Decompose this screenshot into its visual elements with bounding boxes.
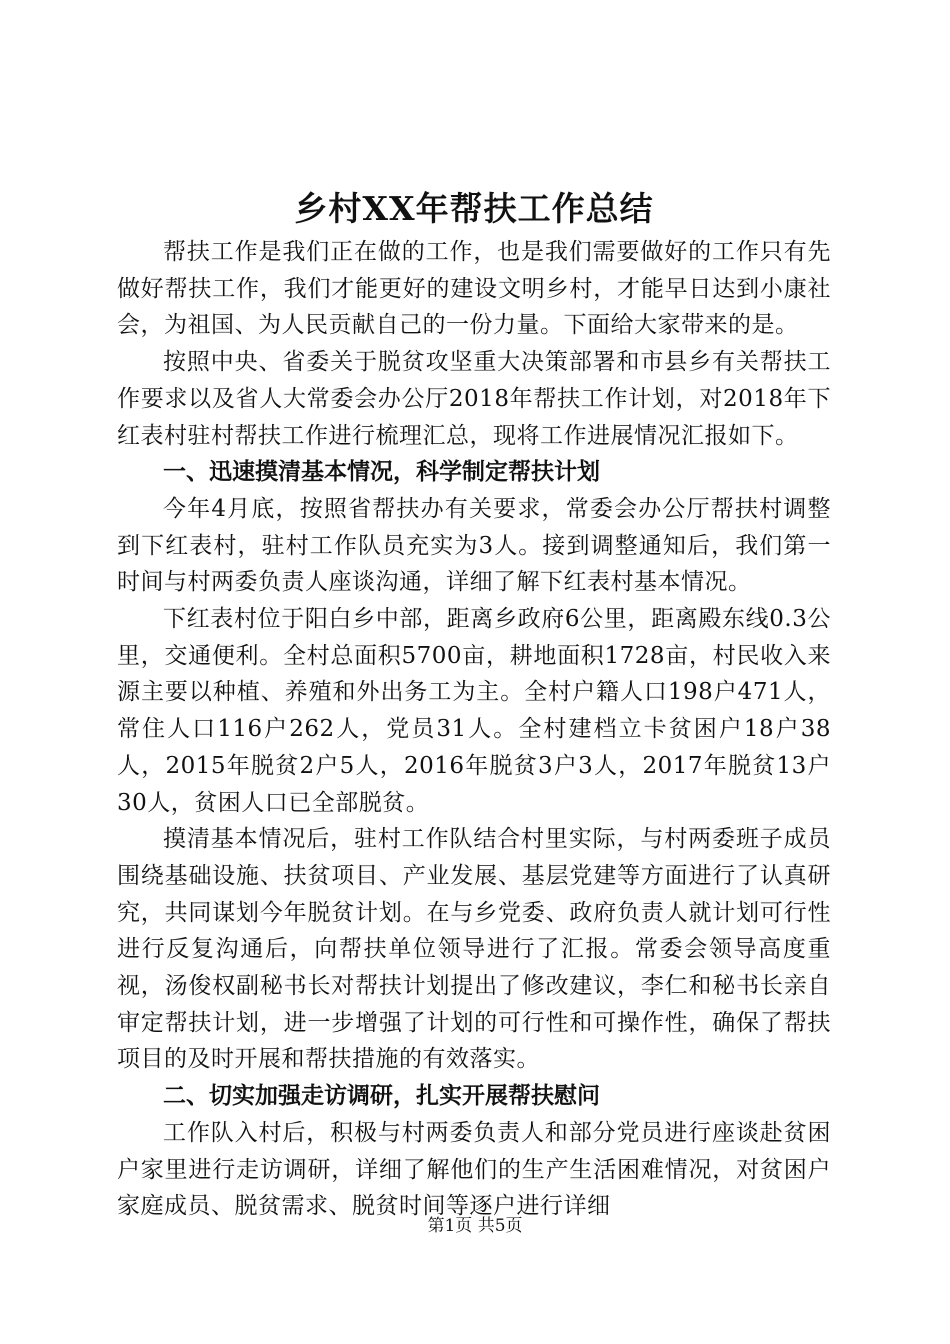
page-footer: 第1页 共5页 [427, 1216, 523, 1236]
document-title: 乡村XX年帮扶工作总结 [294, 189, 654, 228]
section2-paragraph-1: 工作队入村后，积极与村两委负责人和部分党员进行座谈赴贫困户家里进行走访调研，详细了解他们的生产生活困难情况，对贫困户家庭成员、脱贫需求、脱贫时间等逐户进行详细 [117, 1119, 831, 1220]
section-heading-2: 二、切实加强走访调研，扎实开展帮扶慰问 [163, 1083, 600, 1110]
document-body [117, 186, 831, 1225]
section1-paragraph-3: 摸清基本情况后，驻村工作队结合村里实际，与村两委班子成员围绕基础设施、扶贫项目、产业发展、基层党建等方面进行了认真研究，共同谋划今年脱贫计划。在与乡党委、政府负责人就计划可行性进行反复沟通后，向帮扶单位领导进行了汇报。常委会领导高度重视，汤俊权副秘书长对帮扶计划提出了修改建议，李仁和秘书长亲自审定帮扶计划，进一步增强了计划的可行性和可操作性，确保了帮扶项目的及时开展和帮扶措施的有效落实。 [117, 826, 831, 1073]
section-heading-1: 一、迅速摸清基本情况，科学制定帮扶计划 [163, 459, 600, 486]
section1-paragraph-2: 下红表村位于阳白乡中部，距离乡政府6公里，距离殿东线0.3公里，交通便利。全村总面积5700亩，耕地面积1728亩，村民收入来源主要以种植、养殖和外出务工为主。全村户籍人口198户471人，常住人口116户262人，党员31人。全村建档立卡贫困户18户38人，2015年脱贫2户5人，2016年脱贫3户3人，2017年脱贫13户30人，贫困人口已全部脱贫。 [117, 606, 831, 816]
paragraph-overview: 按照中央、省委关于脱贫攻坚重大决策部署和市县乡有关帮扶工作要求以及省人大常委会办公厅2018年帮扶工作计划，对2018年下红表村驻村帮扶工作进行梳理汇总，现将工作进展情况汇报如下。 [117, 349, 831, 449]
paragraph-intro: 帮扶工作是我们正在做的工作，也是我们需要做好的工作只有先做好帮扶工作，我们才能更好的建设文明乡村，才能早日达到小康社会，为祖国、为人民贡献自己的一份力量。下面给大家带来的是。 [117, 239, 831, 339]
section1-paragraph-1: 今年4月底，按照省帮扶办有关要求，常委会办公厅帮扶村调整到下红表村，驻村工作队员充实为3人。接到调整通知后，我们第一时间与村两委负责人座谈沟通，详细了解下红表村基本情况。 [117, 495, 831, 596]
